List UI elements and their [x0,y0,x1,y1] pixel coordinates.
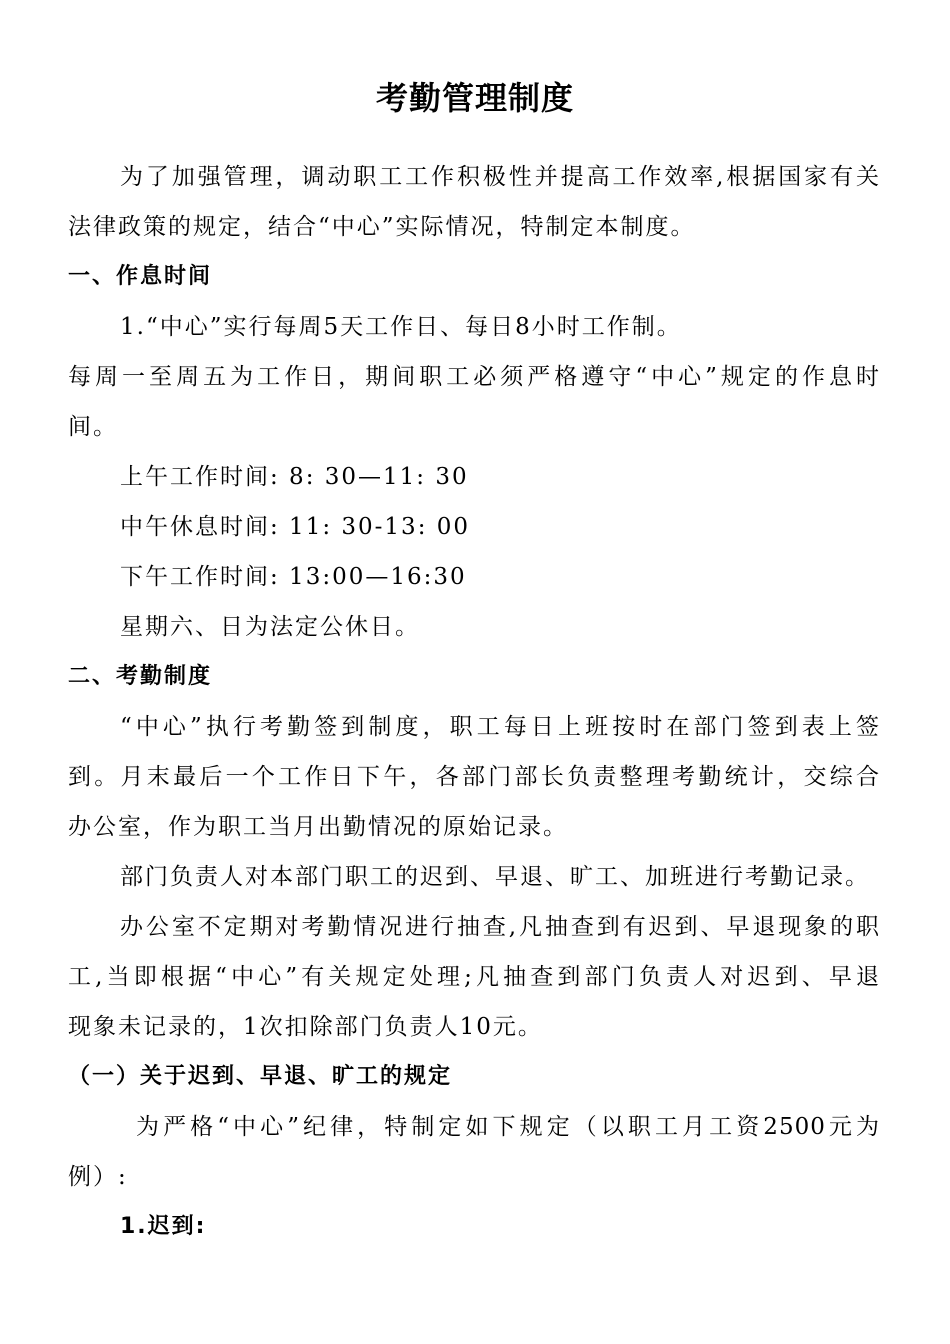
afternoon-hours: 下午工作时间: 13:00—16:30 [120,564,467,590]
attendance-line-1: “中心”执行考勤签到制度，职工每日上班按时在部门签到表上签 [120,714,880,740]
weekend-rule: 星期六、日为法定公休日。 [120,614,420,640]
schedule-line-2: 每周一至周五为工作日，期间职工必须严格遵守“中心”规定的作息时 [68,364,880,390]
schedule-line-1: 1.“中心”实行每周5天工作日、每日8小时工作制。 [120,314,682,340]
attendance-line-3: 办公室，作为职工当月出勤情况的原始记录。 [68,814,568,840]
intro-line-2: 法律政策的规定，结合“中心”实际情况，特制定本制度。 [68,214,696,240]
document-title: 考勤管理制度 [375,79,574,117]
schedule-line-3: 间。 [68,414,118,440]
inspection-line-2: 工,当即根据“中心”有关规定处理;凡抽查到部门负责人对迟到、早退 [68,964,880,990]
rule-intro-line-2: 例）: [68,1164,128,1190]
attendance-line-2: 到。月末最后一个工作日下午，各部门部长负责整理考勤统计，交综合 [68,764,880,790]
inspection-line-1: 办公室不定期对考勤情况进行抽查,凡抽查到有迟到、早退现象的职 [120,914,880,940]
section-heading-attendance: 二、考勤制度 [68,664,213,689]
intro-line-1: 为了加强管理，调动职工工作积极性并提高工作效率,根据国家有关 [120,164,880,190]
item-heading-late: 1.迟到: [120,1214,207,1239]
morning-hours: 上午工作时间: 8: 30—11: 30 [120,464,469,490]
subsection-heading-late-absence: （一）关于迟到、早退、旷工的规定 [68,1064,453,1089]
attendance-line-4: 部门负责人对本部门职工的迟到、早退、旷工、加班进行考勤记录。 [120,864,870,890]
inspection-line-3: 现象未记录的，1次扣除部门负责人10元。 [68,1014,543,1040]
rule-intro-line-1: 为严格“中心”纪律，特制定如下规定（以职工月工资2500元为 [136,1114,880,1140]
section-heading-schedule: 一、作息时间 [68,264,213,289]
noon-break-hours: 中午休息时间: 11: 30-13: 00 [120,514,471,540]
